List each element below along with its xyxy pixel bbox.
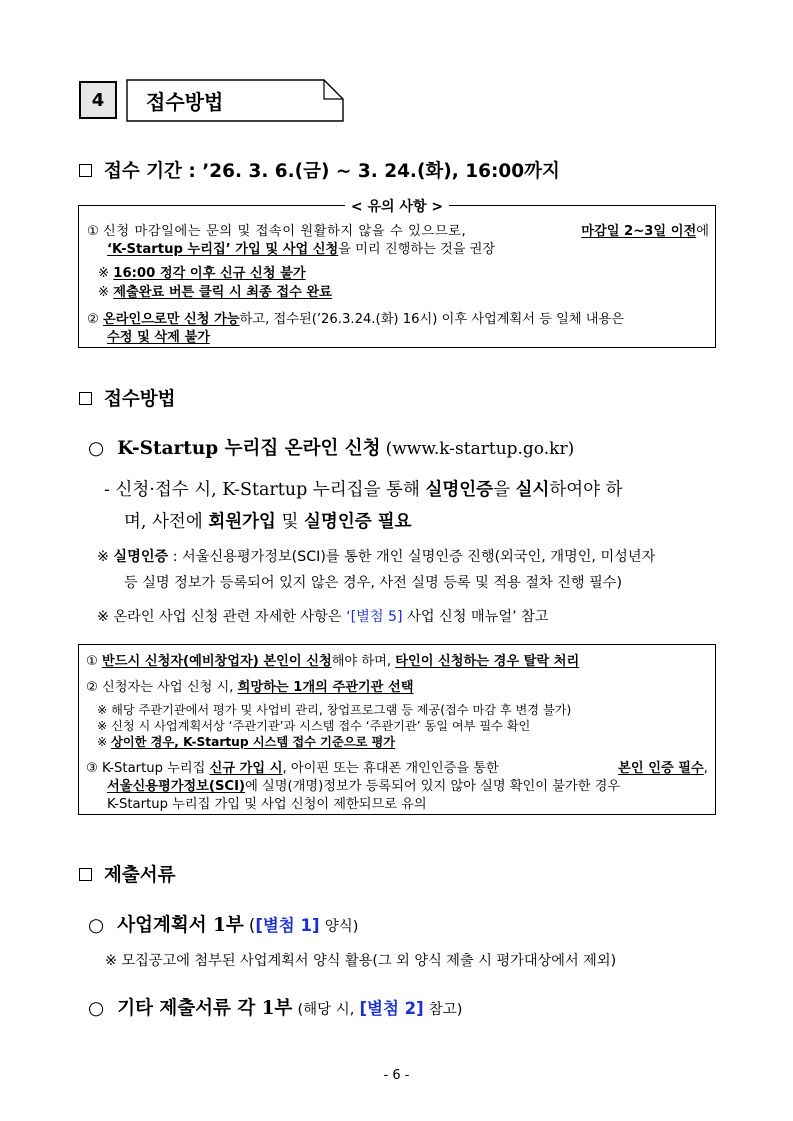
- notice-line-2: ‘K-Startup 누리집’ 가입 및 사업 신청을 미리 진행하는 것을 권장: [107, 242, 496, 257]
- method-note-1: ※ 실명인증 : 서울신용평가정보(SCI)를 통한 개인 실명인증 진행(외국인, 개명인, 미성년자: [97, 549, 656, 565]
- method-desc-2: 며, 사전에 회원가입 및 실명인증 필요: [124, 512, 412, 532]
- caution-line-2: ② 신청자는 사업 신청 시, 희망하는 1개의 주관기관 선택: [86, 680, 414, 695]
- method-heading: 접수방법: [79, 385, 175, 411]
- caution-sub-1: ※ 해당 주관기관에서 평가 및 사업비 관리, 창업프로그램 등 제공(접수 마감 후 변경 불가): [97, 703, 572, 717]
- method-desc-1: - 신청·접수 시, K-Startup 누리집을 통해 실명인증을 실시하여야 하: [104, 480, 623, 500]
- notice-title: < 유의 사항 >: [78, 196, 716, 216]
- method-item: ○ K-Startup 누리집 온라인 신청 (www.k-startup.go.kr): [88, 438, 575, 459]
- notice-line-1: ① 신청 마감일에는 문의 및 접속이 원활하지 않을 수 있으므로, 마감일 2~3일 이전에: [87, 224, 709, 239]
- docs-item-2: ○ 기타 제출서류 각 1부 (해당 시, [별첨 2] 참고): [88, 998, 463, 1019]
- section-title: 접수방법: [146, 90, 224, 114]
- checkbox-square-icon: [79, 392, 92, 405]
- caution-line-3: ③ K-Startup 누리집 신규 가입 시, 아이핀 또는 휴대폰 개인인증을 통한 본인 인증 필수,: [86, 761, 708, 776]
- period-heading: 접수 기간 : ’26. 3. 6.(금) ~ 3. 24.(화), 16:00까지: [79, 157, 560, 183]
- notice-ref-2: ※ 제출완료 버튼 클릭 시 최종 접수 완료: [98, 285, 332, 300]
- section-number: 4: [79, 81, 117, 119]
- page-number: - 6 -: [383, 1068, 410, 1083]
- notice-ref-1: ※ 16:00 정각 이후 신규 신청 불가: [98, 266, 306, 281]
- docs-item-1: ○ 사업계획서 1부 ([별첨 1] 양식): [88, 915, 359, 936]
- docs-heading: 제출서류: [79, 861, 175, 887]
- checkbox-square-icon: [79, 868, 92, 881]
- caution-sub-3: ※ 상이한 경우, K-Startup 시스템 접수 기준으로 평가: [97, 735, 396, 749]
- checkbox-square-icon: [79, 164, 92, 177]
- caution-line-5: K-Startup 누리집 가입 및 사업 신청이 제한되므로 유의: [107, 797, 427, 812]
- method-note-1b: 등 실명 정보가 등록되어 있지 않은 경우, 사전 실명 등록 및 적용 절차 진행 필수): [124, 575, 623, 591]
- caution-sub-2: ※ 신청 시 사업계획서상 ‘주관기관’과 시스템 접수 ‘주관기관’ 동일 여부 필수 확인: [97, 719, 531, 733]
- method-note-2: ※ 온라인 사업 신청 관련 자세한 사항은 ‘[별첨 5] 사업 신청 매뉴얼’ 참고: [97, 609, 549, 625]
- caution-line-1: ① 반드시 신청자(예비창업자) 본인이 신청해야 하며, 타인이 신청하는 경우 탈락 처리: [86, 654, 580, 669]
- notice-line-4: 수정 및 삭제 불가: [107, 330, 210, 345]
- docs-note-1: ※ 모집공고에 첨부된 사업계획서 양식 활용(그 외 양식 제출 시 평가대상에서 제외): [105, 953, 617, 969]
- notice-line-3: ② 온라인으로만 신청 가능하고, 접수된(’26.3.24.(화) 16시) 이후 사업계획서 등 일체 내용은: [87, 312, 625, 327]
- caution-line-4: 서울신용평가정보(SCI)에 실명(개명)정보가 등록되어 있지 않아 실명 확인이 불가한 경우: [107, 779, 621, 794]
